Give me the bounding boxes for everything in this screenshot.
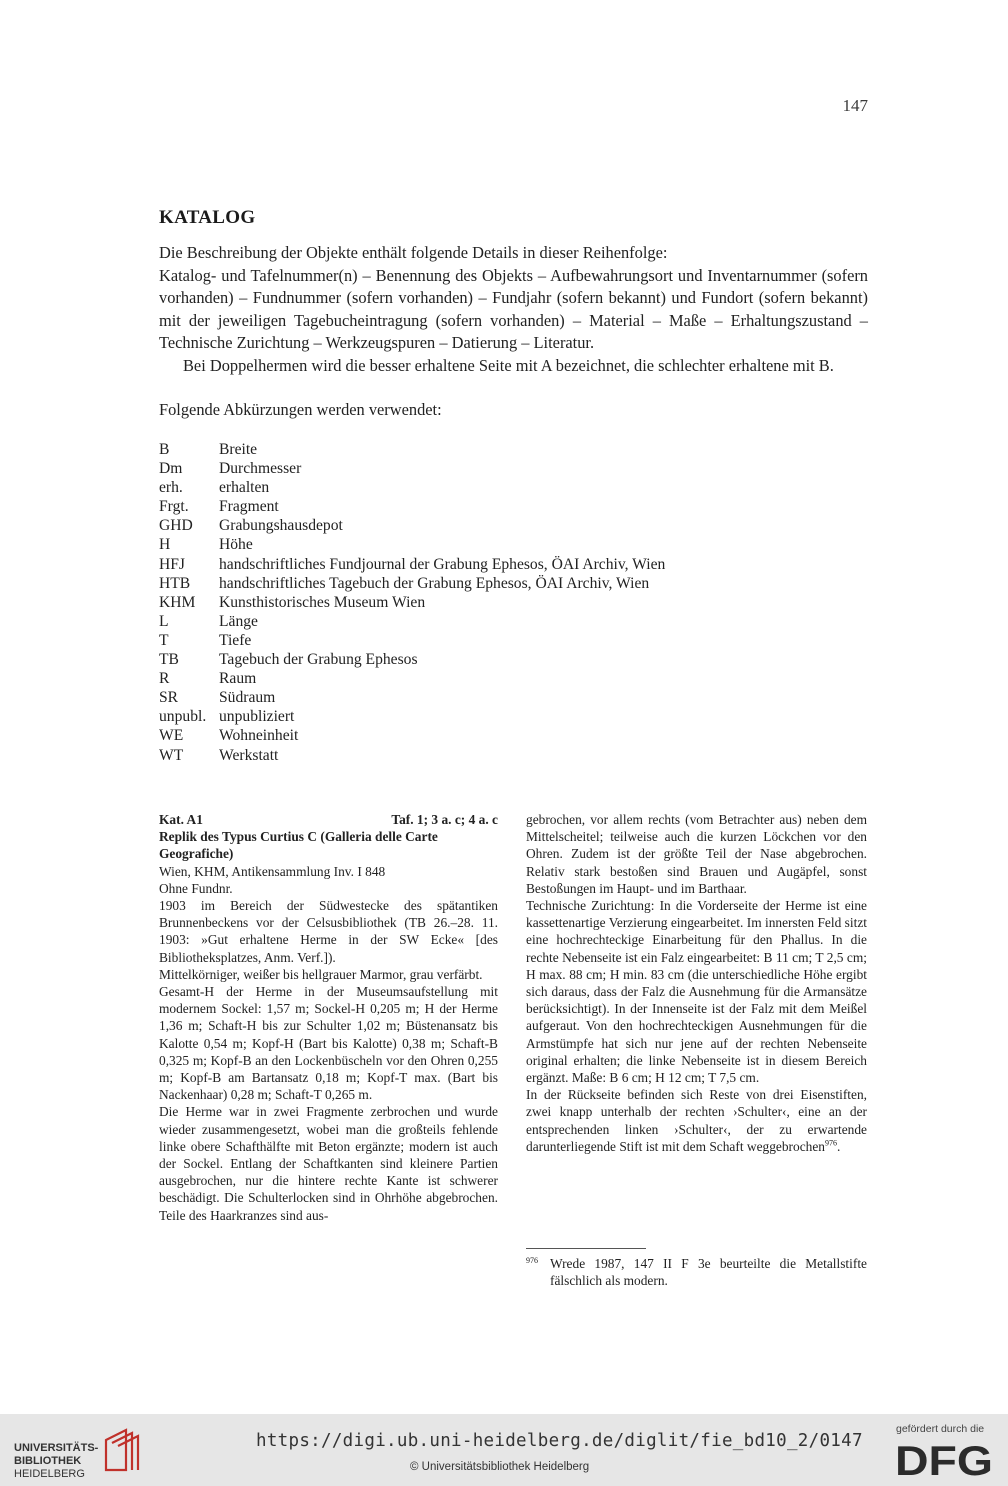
- abbreviation-meaning: Breite: [219, 441, 258, 458]
- intro-paragraph-1: Die Beschreibung der Objekte enthält folgende Details in dieser Reihenfolge:: [159, 243, 668, 262]
- abbreviation-meaning: Südraum: [219, 689, 276, 707]
- abbreviation-row: [159, 497, 665, 516]
- dfg-logo[interactable]: [895, 1439, 995, 1479]
- pins-text: In der Rückseite befinden sich Reste von drei Eisenstiften, zwei knapp unterhalb der rechten ›Schulter‹, eine an der entsprechenden linken ›Schulter‹, der zu erwartende darunterliegende Stift ist mit dem Schaft weggebrochen: [526, 1087, 867, 1154]
- abbreviation-key: TB: [159, 651, 179, 669]
- abbreviation-key: KHM: [159, 593, 196, 611]
- abbreviation-meaning: handschriftliches Tagebuch der Grabung Ephesos, ÖAI Archiv, Wien: [219, 574, 650, 592]
- abbreviation-meaning: Werkstatt: [219, 746, 279, 764]
- abbreviation-row: [159, 669, 665, 688]
- library-line-1: UNIVERSITÄTS-: [14, 1442, 99, 1454]
- abbreviation-meaning: Raum: [219, 670, 257, 688]
- footer-bar: [0, 1414, 1008, 1486]
- abbreviation-key: H: [159, 536, 171, 554]
- catalog-location: Wien, KHM, Antikensammlung Inv. I 848: [159, 863, 386, 879]
- abbreviation-key: L: [159, 612, 169, 630]
- abbreviation-row: [159, 478, 665, 497]
- abbreviation-meaning: Fragment: [219, 498, 279, 516]
- library-building-icon: [102, 1426, 144, 1474]
- abbreviation-row: [159, 650, 665, 669]
- abbreviation-row: [159, 612, 665, 631]
- abbreviation-meaning: handschriftliches Fundjournal der Grabung Ephesos, ÖAI Archiv, Wien: [219, 555, 666, 573]
- abbreviations-list: [159, 440, 665, 765]
- abbreviation-row: [159, 555, 665, 574]
- abbreviation-key: Dm: [159, 460, 183, 478]
- abbreviation-key: T: [159, 631, 169, 649]
- catalog-material: Mittelkörniger, weißer bis hellgrauer Marmor, grau verfärbt.: [159, 966, 483, 982]
- footnote-rule: [526, 1248, 646, 1249]
- abbreviations-label: Folgende Abkürzungen werden verwendet:: [159, 400, 442, 419]
- abbreviation-key: GHD: [159, 517, 193, 535]
- abbreviation-key: R: [159, 670, 170, 688]
- condition-part-1: Die Herme war in zwei Fragmente zerbrochen und wurde wieder zusammengesetzt, wobei man die großteils fehlende linke obere Schafthälfte mit Beton ergänzte; modern ist auch der Sockel. Entlang der Schaftkanten sind kleinere Partien ausgebrochen, nur die hintere rechte Kante ist schwerer beschädigt. Die Schulterlocken sind in Ohrhöhe abgebrochen. Teile des Haarkranzes sind aus-: [159, 1104, 498, 1223]
- catalog-entry-header: [159, 811, 498, 828]
- abbreviation-key: HTB: [159, 574, 191, 592]
- abbreviation-meaning: Tagebuch der Grabung Ephesos: [219, 651, 418, 669]
- abbreviation-meaning: unpubliziert: [219, 708, 295, 726]
- intro-paragraph-3: Bei Doppelhermen wird die besser erhaltene Seite mit A bezeichnet, die schlechter erhaltene mit B.: [183, 355, 834, 375]
- library-line-3: HEIDELBERG: [14, 1468, 85, 1480]
- abbreviation-row: [159, 746, 665, 765]
- catalog-condition: [159, 1103, 498, 1223]
- abbreviation-meaning: Wohneinheit: [219, 727, 299, 745]
- footer-url-link[interactable]: https://digi.ub.uni-heidelberg.de/diglit/fie_bd10_2/0147: [256, 1431, 863, 1451]
- library-line-2: BIBLIOTHEK: [14, 1455, 82, 1467]
- intro-text: [159, 242, 868, 377]
- pins-end: .: [836, 1138, 841, 1154]
- abbreviation-key: Frgt.: [159, 498, 189, 516]
- abbreviation-row: [159, 440, 665, 459]
- catalog-find-info: 1903 im Bereich der Südwestecke des spätantiken Brunnenbeckens vor der Celsusbibliothek (TB 26.–28. 11. 1903: »Gut erhaltene Herme in der SW Ecke« [des Bibliotheksplatzes, Anm. Verf.]).: [159, 898, 498, 965]
- footer-copyright: © Universitätsbibliothek Heidelberg: [410, 1461, 590, 1473]
- funding-text: gefördert durch die: [896, 1423, 985, 1435]
- abbreviation-key: HFJ: [159, 555, 186, 573]
- abbreviation-row: [159, 516, 665, 535]
- catalog-find-number: Ohne Fundnr.: [159, 880, 233, 896]
- catalog-pins: [526, 1086, 867, 1155]
- abbreviation-key: erh.: [159, 479, 183, 497]
- footnote-text: Wrede 1987, 147 II F 3e beurteilte die Metallstifte fälschlich als modern.: [550, 1256, 867, 1289]
- abbreviation-meaning: Länge: [219, 612, 258, 630]
- catalog-title: Replik des Typus Curtius C (Galleria delle Carte Geografiche): [159, 829, 438, 862]
- footnote: 976 Wrede 1987, 147 II F 3e beurteilte die Metallstifte fälschlich als modern.: [526, 1255, 867, 1289]
- abbreviation-meaning: Tiefe: [219, 631, 252, 649]
- page-number: 147: [842, 96, 868, 115]
- library-logo[interactable]: [14, 1422, 144, 1480]
- catalog-measurements: Gesamt-H der Herme in der Museumsaufstellung mit modernem Sockel: 1,57 m; Sockel-H 0,205 m; H der Herme 1,36 m; Schaft-H bis zur Schulter 1,02 m; Büstenansatz bis Kalotte 0,54 m; Kopf-H (Bart bis Kalotte) 0,38 m; Schaft-B 0,325 m; Kopf-B an den Lockenbüscheln vor den Ohren 0,255 m; Kopf-B am Bartansatz 0,18 m; Kopf-T max. (Bart bis Nackenhaar) 0,28 m; Schaft-T 0,265 m.: [159, 984, 498, 1103]
- abbreviation-row: [159, 459, 665, 478]
- abbreviation-row: [159, 631, 665, 650]
- abbreviation-row: [159, 726, 665, 745]
- abbreviation-row: [159, 574, 665, 593]
- abbreviation-meaning: Durchmesser: [219, 460, 302, 478]
- catalog-column-left: [159, 811, 498, 1224]
- abbreviation-key: WT: [159, 746, 184, 764]
- abbreviation-key: SR: [159, 689, 179, 707]
- intro-paragraph-2: Katalog- und Tafelnummer(n) – Benennung des Objekts – Aufbewahrungsort und Inventarnummer (sofern vorhanden) – Fundnummer (sofern vorhanden) – Fundjahr (sofern bekannt) und Fundort (sofern bekannt) mit der jeweiligen Tagebucheintragung (sofern vorhanden) – Material – Maße – Erhaltungszustand – Technische Zurichtung – Werkzeugspuren – Datierung – Literatur.: [159, 265, 868, 352]
- footnote-reference[interactable]: 976: [824, 1138, 837, 1148]
- catalog-column-right: [526, 811, 867, 1155]
- catalog-technical: Technische Zurichtung: In die Vorderseite der Herme ist eine kassettenartige Verzierung eingearbeitet. Im innersten Feld sitzt eine hochrechteckige Einarbeitung für den Phallus. In die rechte Nebenseite ist ein Falz eingearbeitet: B 11 cm; T 2,5 cm; H max. 88 cm; H min. 83 cm (die unterschiedliche Höhe ergibt sich daraus, dass der Falz die Ausnehmung für die Armansätze berücksichtigt). In der Innenseite ist der Falz mit dem Meißel aufgeraut. Von den hochrechteckigen Ausnehmungen für die Armstümpfe hat sich nur jene auf der rechten Nebenseite original erhalten; die linke Nebenseite ist in diesem Bereich ergänzt. Maße: B 6 cm; H 12 cm; T 7,5 cm.: [526, 898, 867, 1086]
- abbreviation-row: [159, 593, 665, 612]
- abbreviation-row: [159, 688, 665, 707]
- library-name: [14, 1442, 98, 1481]
- dfg-logo-text: DFG: [895, 1439, 993, 1479]
- abbreviation-meaning: Kunsthistorisches Museum Wien: [219, 593, 426, 611]
- abbreviation-key: B: [159, 441, 170, 458]
- catalog-heading: KATALOG: [159, 207, 256, 228]
- abbreviation-key: WE: [159, 727, 184, 745]
- abbreviation-key: unpubl.: [159, 708, 207, 726]
- condition-part-2: gebrochen, vor allem rechts (vom Betrachter aus) neben dem Mittelscheitel; teilweise auch die kurzen Löckchen vor den Ohren. Zudem ist der größte Teil der Nase abgebrochen. Relativ stark bestoßen sind Brauen und Augäpfel, sonst Bestoßungen im Haupt- und im Barthaar.: [526, 812, 867, 896]
- catalog-plates: Taf. 1; 3 a. c; 4 a. c: [391, 812, 498, 827]
- abbreviation-meaning: erhalten: [219, 479, 270, 497]
- abbreviation-row: [159, 535, 665, 554]
- catalog-number: Kat. A1: [159, 812, 203, 827]
- abbreviation-row: [159, 707, 665, 726]
- abbreviation-meaning: Grabungshausdepot: [219, 517, 343, 535]
- abbreviation-meaning: Höhe: [219, 536, 253, 554]
- condition-continued: [526, 811, 867, 897]
